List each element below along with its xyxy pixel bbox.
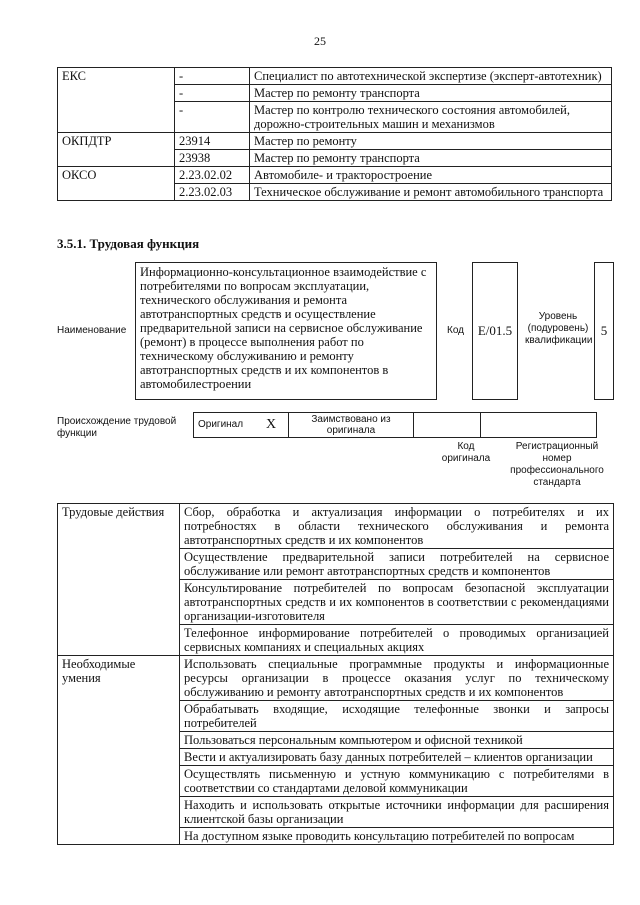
row-text: На доступном языке проводить консультацию потребителей по вопросам — [180, 828, 614, 845]
classification-body — [58, 68, 612, 201]
classification-code: 23914 — [175, 133, 250, 150]
qualification-level-label: Уровень (подуровень) квалификации — [525, 311, 593, 346]
classification-code: - — [175, 68, 250, 85]
classification-code: - — [175, 102, 250, 133]
classification-code: 2.23.02.03 — [175, 184, 250, 201]
function-name: Информационно-консультационное взаимодействие с потребителями по вопросам эксплуатации, технического обслуживания и ремонта автотранспортных средств и осуществление предварительной записи на сервисное обслуживание (ремонт) в процессе выполнения работ по техническому обслуживанию и ремонту автотранспортных средств и их компонентов в автомобилестроении — [135, 262, 437, 400]
row-group-label: Трудовые действия — [58, 504, 180, 656]
labor-function-table — [57, 503, 614, 845]
classification-name: Мастер по контролю технического состояния автомобилей, дорожно-строительных машин и механизмов — [250, 102, 612, 133]
classification-code: 23938 — [175, 150, 250, 167]
labor-function-body — [58, 504, 614, 845]
qualification-level: 5 — [594, 262, 614, 400]
row-text: Телефонное информирование потребителей о проводимых организацией сервисных компаниях и специальных акциях — [180, 625, 614, 656]
table-row — [58, 656, 614, 701]
code-original-caption: Код оригинала — [441, 441, 491, 464]
classification-name: Мастер по ремонту транспорта — [250, 150, 612, 167]
section-title: 3.5.1. Трудовая функция — [57, 236, 200, 251]
origin-label: Происхождение трудовой функции — [57, 416, 177, 439]
classification-group: ОКСО — [58, 167, 175, 201]
origin-original: Оригинал — [194, 413, 255, 438]
row-text: Использовать специальные программные продукты и информационные ресурсы организации в процессе оказания услуг по техническому обслуживанию и ремонту автотранспортных средств и их компонентов — [180, 656, 614, 701]
origin-reg-cell — [481, 413, 597, 438]
classification-code: 2.23.02.02 — [175, 167, 250, 184]
origin-mark: X — [254, 413, 289, 438]
origin-borrowed: Заимствовано из оригинала — [289, 413, 414, 438]
row-text: Осуществлять письменную и устную коммуникацию с потребителями в соответствии со стандартами деловой коммуникации — [180, 766, 614, 797]
page-number: 25 — [314, 34, 326, 48]
function-name-label: Наименование — [57, 325, 127, 336]
classification-name: Техническое обслуживание и ремонт автомобильного транспорта — [250, 184, 612, 201]
classification-name: Автомобиле- и тракторостроение — [250, 167, 612, 184]
classification-code: - — [175, 85, 250, 102]
row-text: Сбор, обработка и актуализация информации о потребителях и их потребностях в области технического обслуживания и ремонта автотранспортных средств и их компонентов — [180, 504, 614, 549]
classification-name: Мастер по ремонту — [250, 133, 612, 150]
classification-table — [57, 67, 612, 201]
classification-group: ЕКС — [58, 68, 175, 133]
function-code-label: Код — [447, 325, 465, 336]
function-code: E/01.5 — [472, 262, 518, 400]
row-text: Пользоваться персональным компьютером и офисной техникой — [180, 732, 614, 749]
classification-group: ОКПДТР — [58, 133, 175, 167]
classification-row — [58, 133, 612, 150]
row-group-label: Необходимые умения — [58, 656, 180, 845]
row-text: Осуществление предварительной записи потребителей на сервисное обслуживание или ремонт автотранспортных средств и компонентов — [180, 549, 614, 580]
row-text: Обрабатывать входящие, исходящие телефонные звонки и запросы потребителей — [180, 701, 614, 732]
classification-name: Специалист по автотехнической экспертизе (эксперт-автотехник) — [250, 68, 612, 85]
row-text: Вести и актуализировать базу данных потребителей – клиентов организации — [180, 749, 614, 766]
classification-row — [58, 68, 612, 85]
classification-row — [58, 167, 612, 184]
classification-name: Мастер по ремонту транспорта — [250, 85, 612, 102]
origin-code-cell — [414, 413, 481, 438]
row-text: Находить и использовать открытые источники информации для расширения клиентской базы организации — [180, 797, 614, 828]
registration-caption: Регистрационный номер профессионального стандарта — [510, 441, 604, 488]
origin-table — [193, 412, 597, 438]
table-row — [58, 504, 614, 549]
row-text: Консультирование потребителей по вопросам безопасной эксплуатации автотранспортных средств и их компонентов в соответствии с рекомендациями организации-изготовителя — [180, 580, 614, 625]
